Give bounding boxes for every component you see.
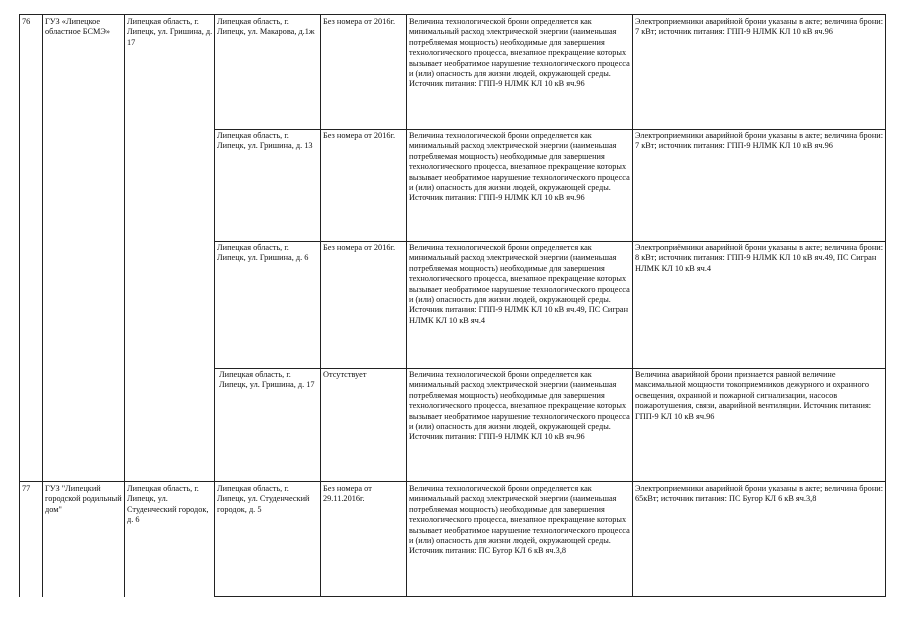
reserve-description: Величина технологической брони определяется как минимальный расход электрической энергии (наименьшая потребляемая мощность) необходимые для завершения технологического процесса, внезапное прекращение которых вызывает необратимое нарушение технологического процесса и (или) опасность для жизни людей, окружающей среды. Источник питания: ПС Бугор КЛ 6 кВ яч.3,8 xyxy=(409,484,630,556)
reserve-note: Величина аварийной брони признается равной величине максимальной мощности токоприемников дежурного и охранного освещения, охранной и пожарной сигнализации, насосов пожаротушения, связи, аварийной вентиляции. Источник питания: ГПП-9 КЛ 10 кВ яч.96 xyxy=(635,370,872,421)
column-divider xyxy=(124,14,125,597)
reserve-description: Величина технологической брони определяется как минимальный расход электрической энергии (наименьшая потребляемая мощность) необходимые для завершения технологического процесса, внезапное прекращение которых вызывает необратимое нарушение технологического процесса и (или) опасность для жизни людей, окружающей среды. Источник питания: ГПП-9 НЛМК КЛ 10 кВ яч.49, ПС Сигран НЛМК КЛ 10 кВ яч.4 xyxy=(409,243,630,325)
row-divider xyxy=(214,368,886,369)
column-divider xyxy=(320,14,321,597)
reserve-description: Величина технологической брони определяется как минимальный расход электрической энергии (наименьшая потребляемая мощность) необходимые для завершения технологического процесса, внезапное прекращение которых вызывает необратимое нарушение технологического процесса и (или) опасность для жизни людей, окружающей среды. Источник питания: ГПП-9 НЛМК КЛ 10 кВ яч.96 xyxy=(409,131,630,203)
act-reference: Отсутствует xyxy=(323,370,367,379)
column-divider xyxy=(214,14,215,597)
column-divider xyxy=(406,14,407,597)
row-number: 77 xyxy=(22,484,31,493)
act-reference: Без номера от 2016г. xyxy=(323,131,396,140)
reserve-note: Электроприемники аварийной брони указаны в акте; величина брони: 65кВт; источник питания: ПС Бугор КЛ 6 кВ яч.3,8 xyxy=(635,484,884,504)
row-divider xyxy=(214,241,886,242)
organization-name: ГУЗ "Липецкий городской родильный дом" xyxy=(45,484,122,514)
reserve-note: Электроприемники аварийной брони указаны в акте; величина брони: 7 кВт; источник питания: ГПП-9 НЛМК КЛ 10 кВ яч.96 xyxy=(635,131,884,151)
row-divider xyxy=(214,129,886,130)
column-divider xyxy=(632,14,633,597)
reserve-note: Электроприёмники аварийной брони указаны в акте; величина брони: 8 кВт; источник питания: ГПП-9 НЛМК КЛ 10 кВ яч.49, ПС Сигран НЛМК КЛ 10 кВ яч.4 xyxy=(635,243,884,273)
table-border-left xyxy=(19,14,20,597)
organization-address: Липецкая область, г. Липецк, ул. Студенческий городок, д. 6 xyxy=(127,484,209,525)
reserve-description: Величина технологической брони определяется как минимальный расход электрической энергии (наименьшая потребляемая мощность) необходимые для завершения технологического процесса, внезапное прекращение которых вызывает необратимое нарушение технологического процесса и (или) опасность для жизни людей, окружающей среды. Источник питания: ГПП-9 НЛМК КЛ 10 кВ яч.96 xyxy=(409,17,630,89)
object-address: Липецкая область, г. Липецк, ул. Макарова, д.1ж xyxy=(217,17,315,37)
act-reference: Без номера от 29.11.2016г. xyxy=(323,484,372,504)
row-number: 76 xyxy=(22,17,31,26)
reserve-note: Электроприемники аварийной брони указаны в акте; величина брони: 7 кВт; источник питания: ГПП-9 НЛМК КЛ 10 кВ яч.96 xyxy=(635,17,884,37)
act-reference: Без номера от 2016г. xyxy=(323,17,396,26)
object-address: Липецкая область, г. Липецк, ул. Гришина, д. 6 xyxy=(217,243,309,263)
organization-name: ГУЗ «Липецкое областное БСМЭ» xyxy=(45,17,110,37)
object-address: Липецкая область, г. Липецк, ул. Гришина, д. 13 xyxy=(217,131,313,151)
table-border-right xyxy=(885,14,886,597)
table-border-top xyxy=(19,14,886,15)
act-reference: Без номера от 2016г. xyxy=(323,243,396,252)
row-divider xyxy=(19,481,886,482)
table-border-bottom xyxy=(214,596,886,597)
organization-address: Липецкая область, г. Липецк, ул. Гришина, д. 17 xyxy=(127,17,213,47)
reserve-description: Величина технологической брони определяется как минимальный расход электрической энергии (наименьшая потребляемая мощность) необходимые для завершения технологического процесса, внезапное прекращение которых вызывает необратимое нарушение технологического процесса и (или) опасность для жизни людей, окружающей среды. Источник питания: ГПП-9 НЛМК КЛ 10 кВ яч.96 xyxy=(409,370,630,442)
object-address: Липецкая область, г. Липецк, ул. Гришина, д. 17 xyxy=(219,370,315,390)
object-address: Липецкая область, г. Липецк, ул. Студенческий городок, д. 5 xyxy=(217,484,310,514)
column-divider xyxy=(42,14,43,597)
